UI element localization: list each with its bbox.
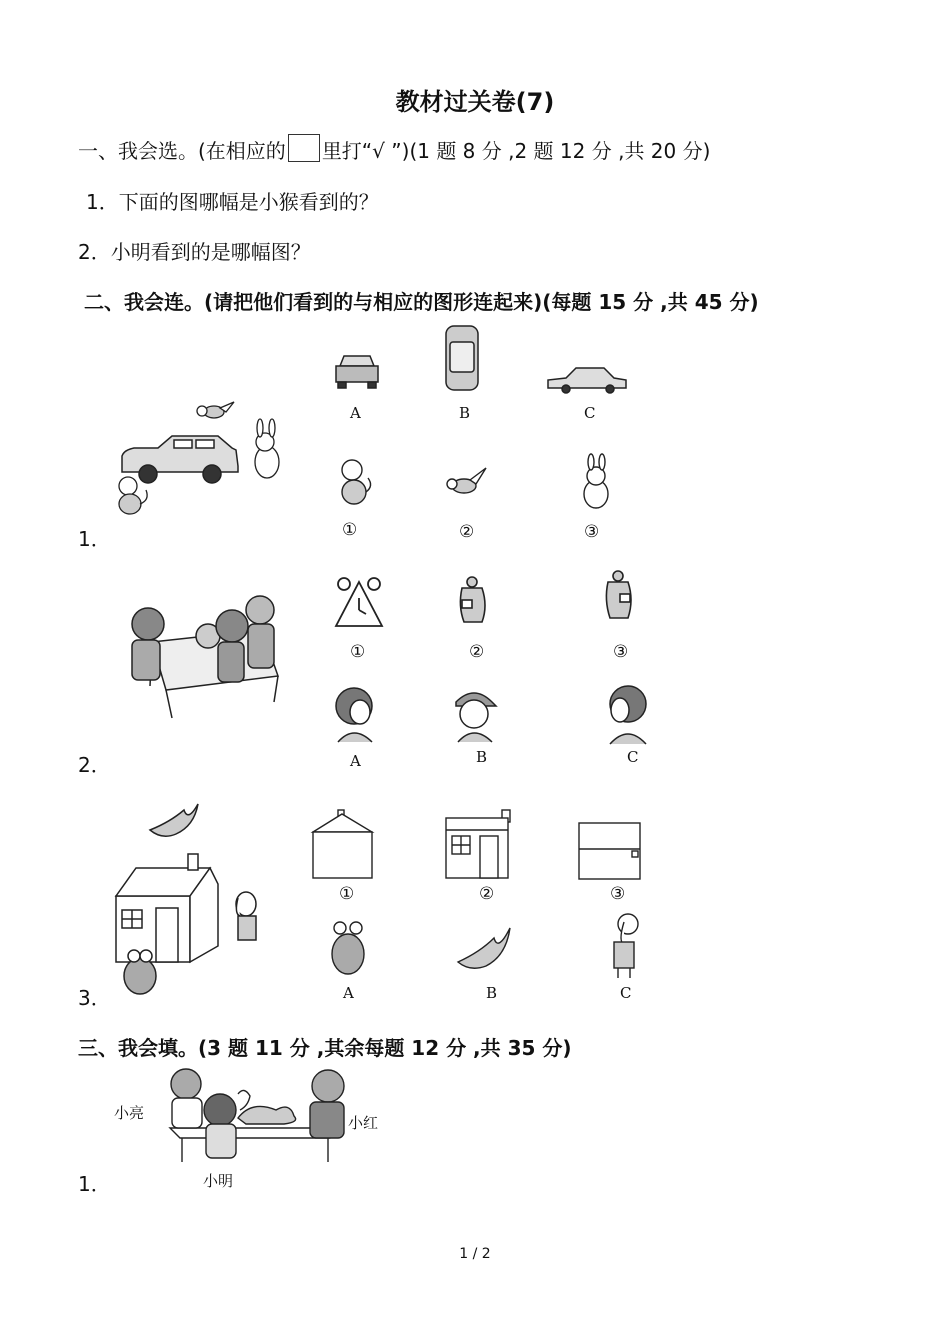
question-number: 1． xyxy=(78,1172,111,1196)
house-top-view-option xyxy=(578,822,642,880)
house-scene-illustration xyxy=(106,796,276,996)
section3-heading: 三、我会填。(3 题 11 分 ,其余每题 12 分 ,共 35 分) xyxy=(78,1036,572,1060)
bird-observer xyxy=(444,466,488,500)
car-side-view-option xyxy=(546,364,630,394)
name-label-xiaoming: 小明 xyxy=(203,1172,234,1190)
option-label-b: B xyxy=(486,984,498,1002)
boy-head-c xyxy=(604,682,650,746)
monkey-observer xyxy=(334,458,376,508)
option-label-b: B xyxy=(476,748,488,766)
option-label-a: A xyxy=(350,404,361,422)
bug-observer xyxy=(328,920,370,976)
house-side-view-option xyxy=(444,808,514,880)
question-number: 2． xyxy=(78,753,111,777)
rabbit-observer xyxy=(574,456,620,512)
children-table-clock-illustration xyxy=(122,590,290,720)
car-top-view-option xyxy=(442,324,482,392)
option-label-a: A xyxy=(343,984,354,1002)
option-label-1: ① xyxy=(339,884,355,904)
option-label-3: ③ xyxy=(584,522,600,542)
boy-cap-head-b xyxy=(452,684,498,744)
clock-side-view-option xyxy=(454,576,492,626)
option-label-c: C xyxy=(620,984,632,1002)
option-label-c: C xyxy=(584,404,596,422)
section1-question-2: 2．小明看到的是哪幅图？ xyxy=(78,240,311,264)
option-label-2: ② xyxy=(459,522,475,542)
question-number: 1． xyxy=(78,527,111,551)
option-label-2: ② xyxy=(479,884,495,904)
name-label-xiaohong: 小红 xyxy=(348,1114,379,1132)
house-front-view-option xyxy=(312,808,374,880)
option-label-a: A xyxy=(350,752,361,770)
option-label-3: ③ xyxy=(613,642,629,662)
option-label-2: ② xyxy=(469,642,485,662)
page-number: 1 / 2 xyxy=(459,1246,491,1262)
page-title: 教材过关卷(7) xyxy=(395,88,555,116)
question-number: 3． xyxy=(78,986,111,1010)
bird-flying-observer xyxy=(454,924,514,974)
option-label-c: C xyxy=(627,748,639,766)
car-front-view-option xyxy=(334,352,380,390)
dog-observer xyxy=(604,912,644,980)
section1-heading xyxy=(78,134,710,164)
boy-head-a xyxy=(332,684,378,744)
clock-other-side-view-option xyxy=(600,570,638,622)
option-label-1: ① xyxy=(342,520,358,540)
section2-heading: 二、我会连。(请把他们看到的与相应的图形连起来)(每题 15 分 ,共 45 分) xyxy=(84,290,759,314)
option-label-b: B xyxy=(459,404,471,422)
section1-question-1: 1．下面的图哪幅是小猴看到的？ xyxy=(86,190,379,214)
checkbox-icon xyxy=(288,134,320,162)
children-dinosaur-illustration xyxy=(160,1066,350,1164)
clock-front-view-option xyxy=(332,576,386,632)
section1-heading-after: 里打“√ ”)(1 题 8 分 ,2 题 12 分 ,共 20 分) xyxy=(321,139,711,163)
option-label-3: ③ xyxy=(610,884,626,904)
car-scene-illustration xyxy=(110,400,300,520)
option-label-1: ① xyxy=(350,642,366,662)
name-label-xiaoliang: 小亮 xyxy=(114,1104,145,1122)
section1-heading-before: 一、我会选。(在相应的 xyxy=(78,139,286,163)
